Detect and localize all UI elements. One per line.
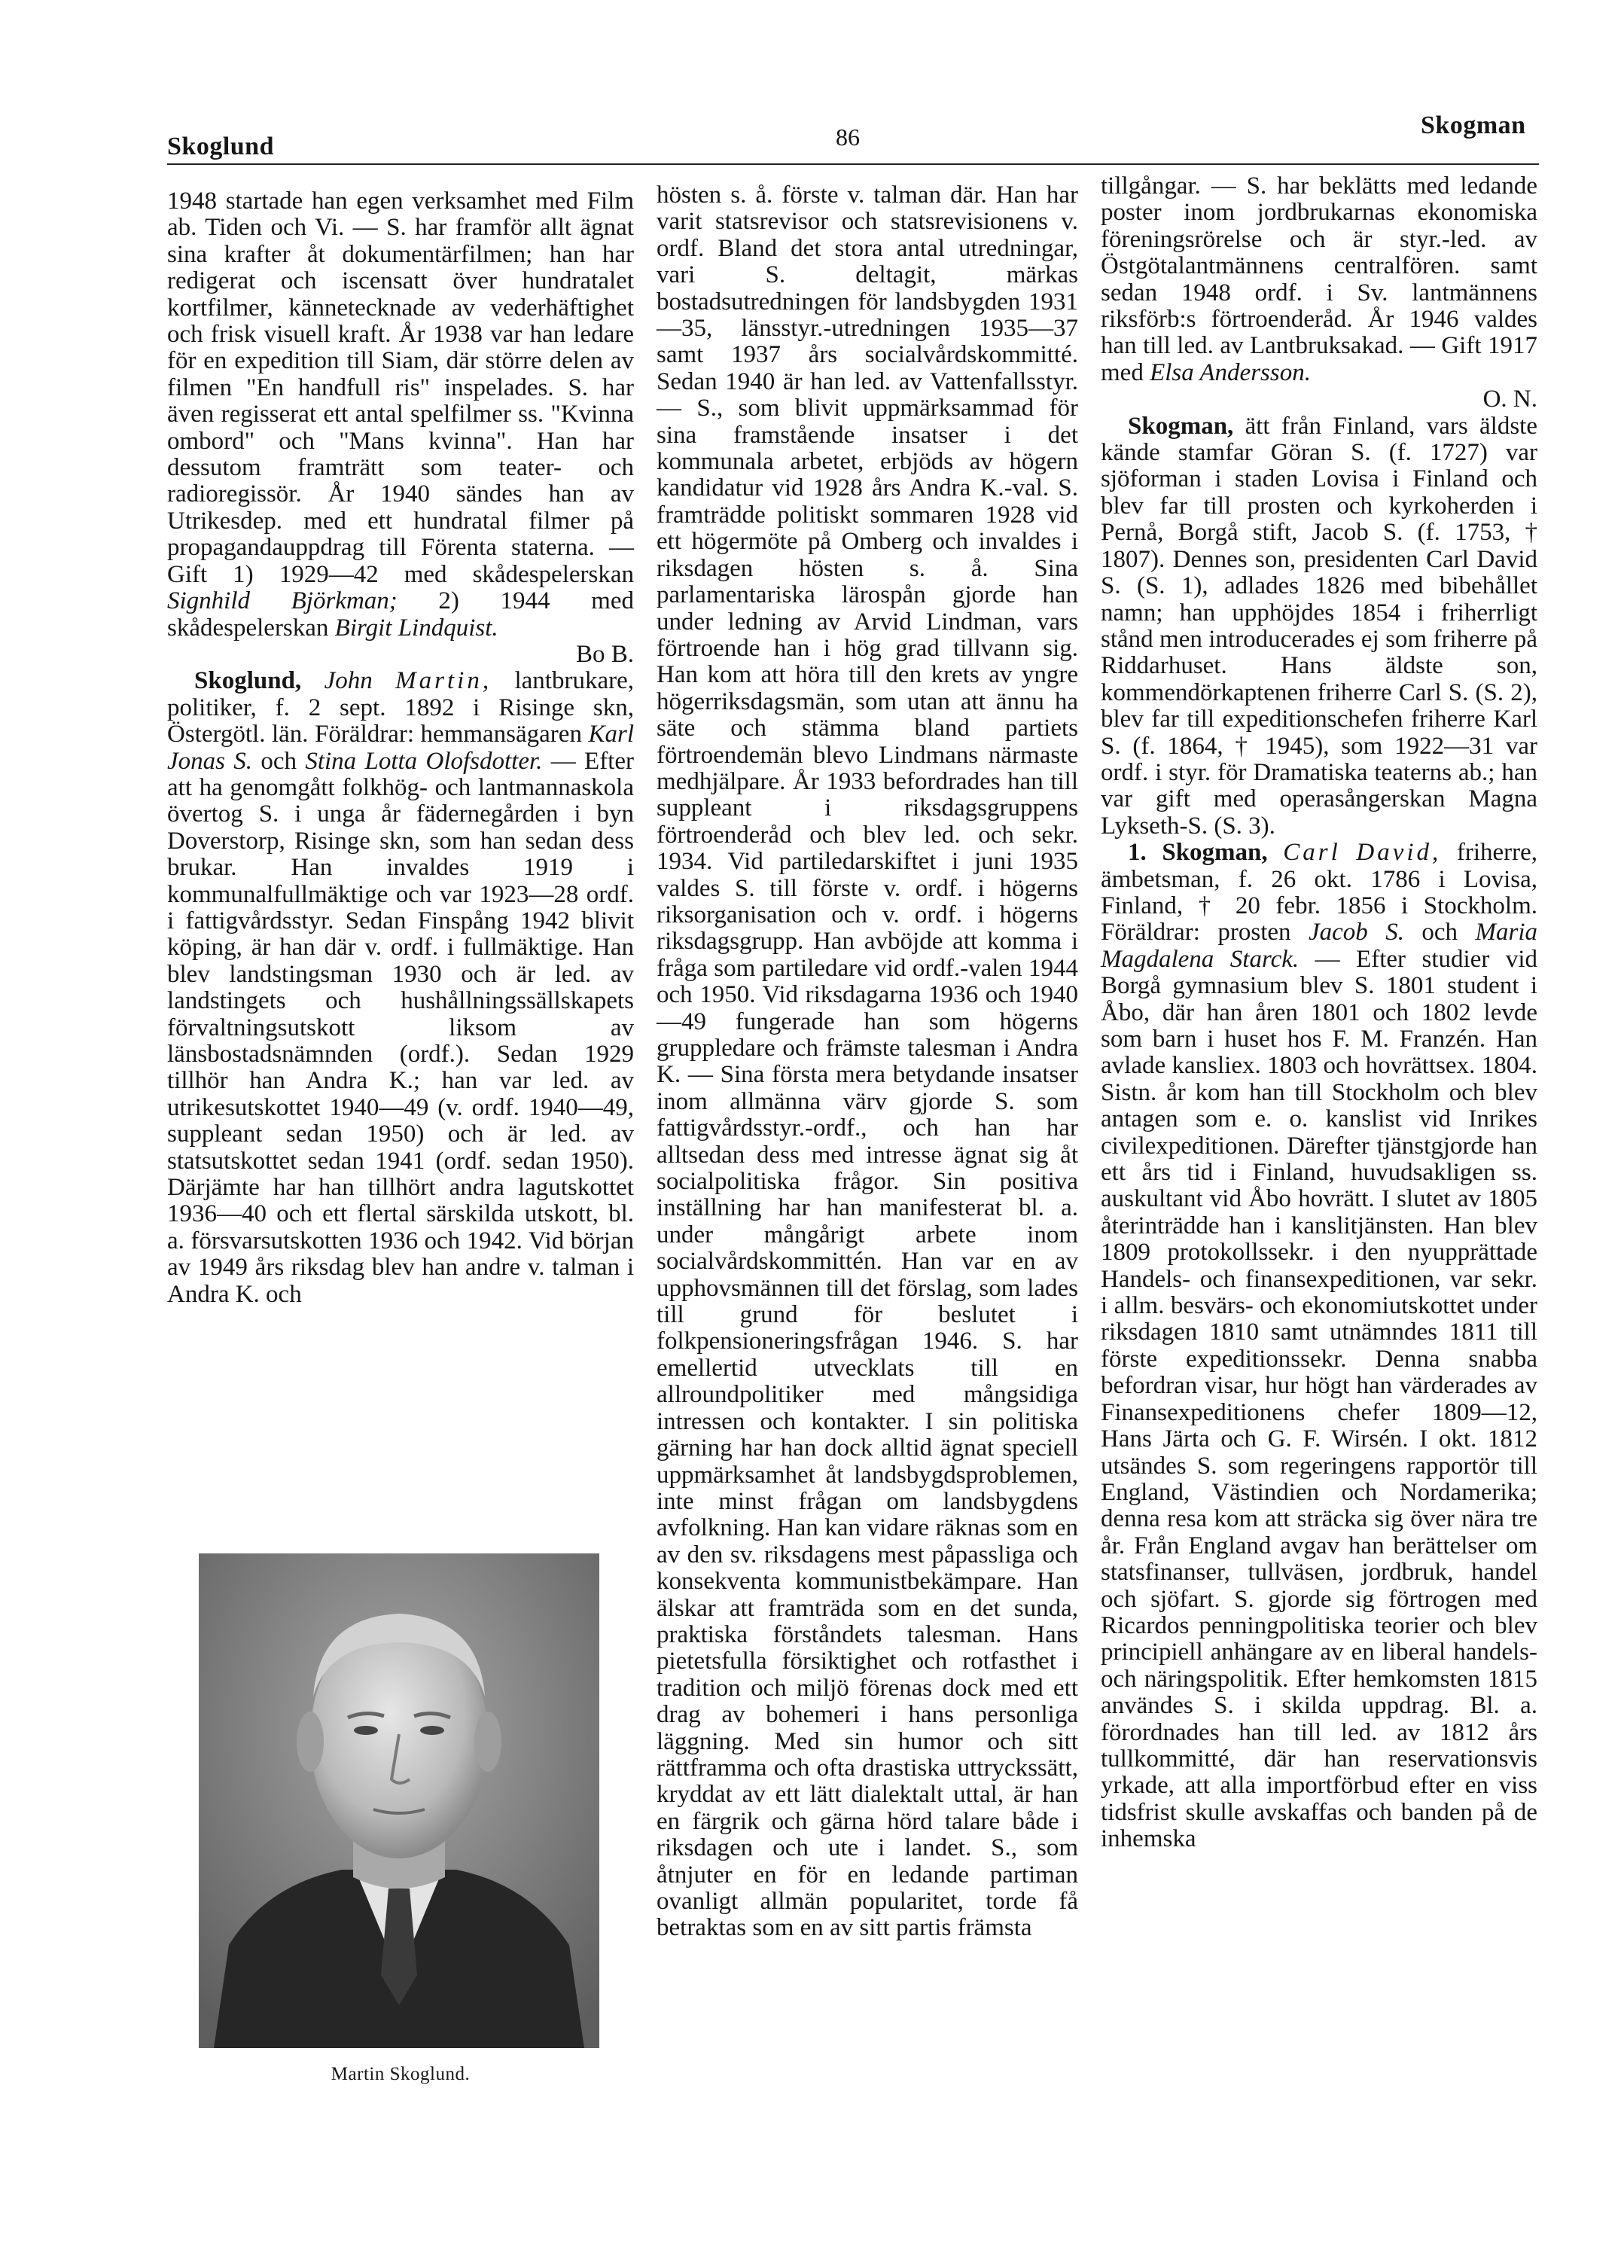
spouse-name: Signhild Björkman; bbox=[167, 587, 398, 615]
page-number: 86 bbox=[836, 123, 860, 151]
article-text: och bbox=[1403, 919, 1476, 947]
entry-call-name: David, bbox=[1356, 839, 1442, 867]
article-text: — Efter studier vid Borgå gymnasium blev S. 1801 student i Åbo, där han åren 1801 och 1802 levde som barn i huset hos F. M. Franzén. Han avlade kansliex. 1803 och hovrättsex. 1804. Sistn. år kom han till Stockholm och blev antagen som e. o. kanslist vid Inrikes civilexpeditionen. Därefter tjänstgjorde han ett års tid i Finland, huvudsakligen ss. auskultant vid Åbo hovrätt. I slutet av 1805 återinträdde han i kanslitjänsten. Han blev 1809 protokollssekr. i den nyupprättade Handels- och finansexpeditionen, var sekr. i allm. besvärs- och ekonomiutskottet under riksdagen 1810 samt utnämndes 1811 till förste expeditionssekr. Denna snabba befordran visar, hur högt han värderades av Finansexpeditionens chefer 1809—12, Hans Järta och G. F. Wirsén. I okt. 1812 utsändes S. som regeringens rapportör till England, Västindien och Nordamerika; denna resa kom att sträcka sig över nära tre år. Från England avgav han berättelser om statsfinanser, tullväsen, jordbruk, handel och sjöfart. S. gjorde sig förtrogen med Ricardos penningpolitiska teorier och blev principiell anhängare av en liberal handels- och näringspolitik. Efter hemkomsten 1815 användes S. i skilda uppdrag. Bl. a. förordnades han till led. av 1812 års tullkommitté, där han reservationsvis yrkade, att alla importförbud efter en viss tidsfrist skulle avskaffas och banden på de inhemska bbox=[1101, 945, 1537, 1853]
article-text: tillgångar. — S. har beklätts med ledande poster inom jordbrukarnas ekonomiska föreningsrörelse och är styr.-led. av Östgötalantmännens centralfören. samt sedan 1948 ordf. i Sv. lantmännens riksförb:s förtroenderåd. År 1946 valdes han till led. av Lantbruksakad. — Gift 1917 med bbox=[1101, 172, 1537, 386]
author-signature: Bo B. bbox=[575, 640, 634, 668]
article-text: och bbox=[252, 747, 306, 775]
spouse-name: Elsa Andersson. bbox=[1150, 358, 1311, 386]
article-continuation bbox=[1101, 173, 1537, 413]
photo-caption: Martin Skoglund. bbox=[331, 2064, 471, 2084]
entry-call-name: Martin, bbox=[395, 667, 492, 695]
text-column-1 bbox=[167, 188, 634, 1308]
text-column-2 bbox=[657, 182, 1078, 1942]
article-continuation: hösten s. å. förste v. talman där. Han har varit statsrevisor och statsrevisionens v. ordf. Bland det stora antal utredningar, vari S. deltagit, märkas bostadsutredningen för landsbygden 1931—35, länsstyr.-utredningen 1935—37 samt 1937 års socialvårdskommitté. Sedan 1940 är han led. av Vattenfallsstyr. — S., som blivit uppmärksammad för sina framstående insatser i det kommunala arbetet, erbjöds av högern kandidatur vid 1928 års Andra K.-val. S. framträdde politiskt sommaren 1928 vid ett högermöte på Omberg och invaldes i riksdagen hösten s. å. Sina parlamentariska lärospån gjorde han under ledning av Arvid Lindman, vars förtroende han i hög grad tillvann sig. Han kom att höra till den krets av yngre högerriksdagsmän, som utan att ännu ha säte och stämma bland partiets förtroendemän blevo Lindmans närmaste medhjälpare. År 1933 befordrades han till suppleant i riksdagsgruppens förtroenderåd och blev led. och sekr. 1934. Vid partiledarskiftet i juni 1935 valdes S. till förste v. ordf. i högerns riksorganisation och v. ordf. i högerns riksdagsgrupp. Han avböjde att komma i fråga som partiledare vid ordf.-valen 1944 och 1950. Vid riksdagarna 1936 och 1940—49 fungerade han som högerns gruppledare och främste talesman i Andra K. — Sina första mera betydande insatser inom allmänna värv gjorde S. som fattigvårdsstyr.-ordf., och han har alltsedan dess med intresse ägnat sig åt socialpolitiska frågor. Sin positiva inställning har han manifesterat bl. a. under mångårigt arbete inom socialvårdskommittén. Han var en av upphovsmännen till det förslag, som lades till grund för beslutet i folkpensioneringsfrågan 1946. S. har emellertid utvecklats till en allroundpolitiker med mångsidiga intressen och kontakter. I sin politiska gärning har han dock alltid ägnat speciell uppmärksamhet åt landsbygdsproblemen, inte minst frågan om landsbygdens avfolkning. Han kan vidare räknas som en av den sv. riksdagens mest påpassliga och konsekventa kommunistbekämpare. Han älskar att framträda som en det sunda, praktiska förståndets talesman. Hans pietetsfulla försiktighet och rotfasthet i tradition och miljö förenas dock med ett drag av bohemeri i hans personliga läggning. Med sin humor och sitt rättframma och ofta drastiska uttryckssätt, kryddat av ett lätt dialektalt uttal, är han en färgrik och gärna hörd talare både i riksdagen och ute i landet. S., som åtnjuter en för en ledande partiman ovanligt allmän popularitet, torde få betraktas som en av sitt partis främsta bbox=[657, 181, 1078, 1942]
text-column-3 bbox=[1101, 173, 1537, 1853]
parent-name: Stina Lotta Olofsdotter. bbox=[305, 747, 543, 775]
author-signature: O. N. bbox=[1482, 386, 1537, 413]
article-text: 2) 1944 med skådespelerskan bbox=[167, 587, 634, 642]
article-text: ätt från Finland, vars äldste kände stamfar Göran S. (f. 1727) var sjöforman i staden Lovisa i Finland och blev far till prosten och kyrkoherden i Pernå, Borgå stift, Jacob S. (f. 1753, † 1807). Dennes son, presidenten Carl David S. (S. 1), adlades 1826 med bibehållet namn; han upphöjdes 1854 i friherrligt stånd men introducerades ej som friherre på Riddarhuset. Hans äldste son, kommendörkaptenen friherre Carl S. (S. 2), blev far till expeditionschefen friherre Karl S. (f. 1864, † 1945), som 1922—31 var ordf. i styr. för Dramatiska teaterns ab.; han var gift med operasångerskan Magna Lykseth-S. (S. 3). bbox=[1101, 412, 1537, 840]
entry-given-name: Carl bbox=[1283, 839, 1341, 867]
article-skogman-carl-david bbox=[1101, 840, 1537, 1852]
portrait-photo bbox=[199, 1553, 599, 2048]
running-head-right: Skogman bbox=[1421, 111, 1526, 139]
article-text: — Efter att ha genomgått folkhög- och lantmannaskola övertog S. i unga år fädernegården i byn Doverstorp, Risinge skn, som han sedan dess brukar. Han invaldes 1919 i kommunalfullmäktige och var 1923—28 ordf. i fattigvårdsstyr. Sedan Finspång 1942 blivit köping, är han där v. ordf. i fullmäktige. Han blev landstingsman 1930 och är led. av landstingets och hushållningssällskapets förvaltningsutskott liksom av länsbostadsnämnden (ordf.). Sedan 1929 tillhör han Andra K.; han var led. av utrikesutskottet 1940—49 (v. ordf. 1940—49, suppleant sedan 1950) och är led. av statsutskottet sedan 1941 (ordf. sedan 1950). Därjämte har han tillhört andra lagutskottet 1936—40 och ett flertal särskilda utskott, bl. a. försvarsutskotten 1936 och 1942. Vid början av 1949 års riksdag blev han andre v. talman i Andra K. och bbox=[167, 747, 634, 1308]
article-skogman-family bbox=[1101, 413, 1537, 840]
entry-headword: Skogman, bbox=[1128, 412, 1234, 440]
article-text: friherre, ämbetsman, f. 26 okt. 1786 i Lovisa, Finland, † 20 febr. 1856 i Stockholm. Föräldrar: prosten bbox=[1101, 839, 1538, 947]
header-rule bbox=[167, 163, 1539, 165]
parent-name: Maria Magdalena Starck. bbox=[1101, 919, 1537, 973]
entry-headword: Skogman, bbox=[1162, 839, 1268, 867]
parent-name: Jacob S. bbox=[1308, 919, 1404, 947]
running-head-left: Skoglund bbox=[167, 133, 274, 160]
article-continuation bbox=[167, 188, 634, 668]
article-skoglund-john-martin bbox=[167, 668, 634, 1308]
parent-name: Karl Jonas S. bbox=[167, 721, 634, 775]
entry-given-name: John bbox=[324, 667, 373, 695]
article-text: lantbrukare, politiker, f. 2 sept. 1892 i Risinge skn, Östergötl. län. Föräldrar: hemmansägaren bbox=[167, 667, 634, 748]
article-text: 1948 startade han egen verksamhet med Film ab. Tiden och Vi. — S. har framför allt ägnat sina krafter åt dokumentärfilmen; han har redigerat och iscensatt över hundratalet kortfilmer, kännetecknade av vederhäftighet och frisk visuell kraft. År 1938 var han ledare för en expedition till Siam, där större delen av filmen "En handfull ris" inspelades. S. har även regisserat ett antal spelfilmer ss. "Kvinna ombord" och "Mans kvinna". Han har dessutom framträtt som teater- och radioregissör. År 1940 sändes han av Utrikesdep. med ett hundratal filmer på propagandauppdrag till Förenta staterna. — Gift 1) 1929—42 med skådespelerskan bbox=[167, 187, 634, 588]
entry-headword: Skoglund, bbox=[194, 667, 302, 695]
portrait-image bbox=[199, 1553, 599, 2048]
spouse-name: Birgit Lindquist. bbox=[334, 614, 498, 642]
entry-number: 1. bbox=[1128, 839, 1147, 867]
